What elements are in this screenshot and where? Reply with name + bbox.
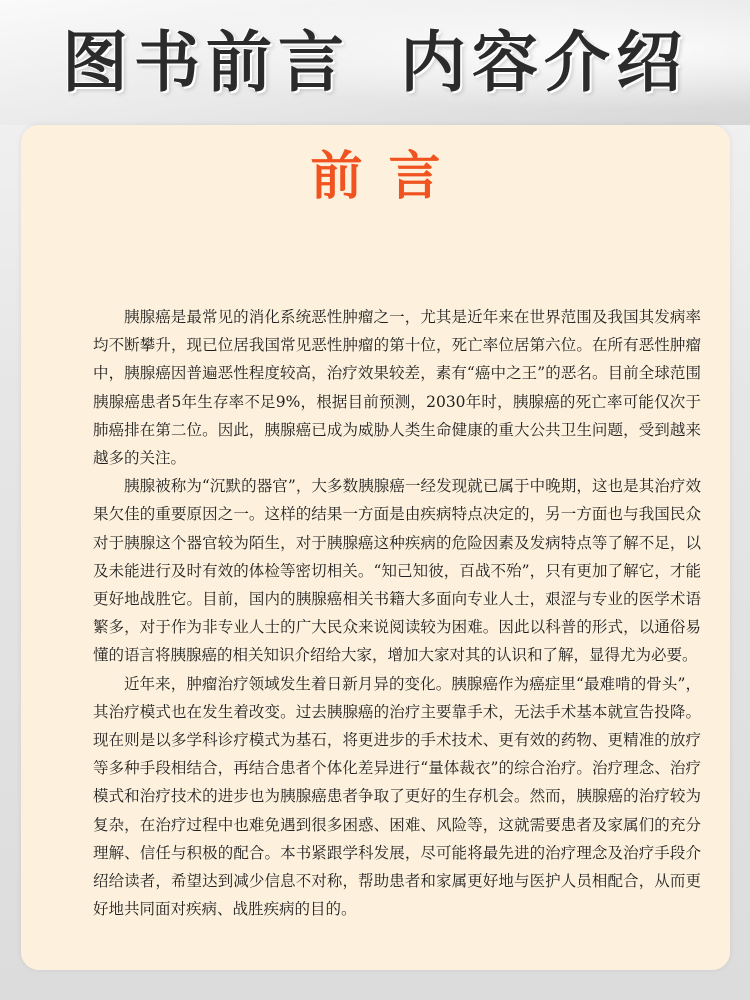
- banner-title-left: 图书前言: [62, 24, 350, 101]
- header-banner: [0, 0, 750, 125]
- preface-paragraph-2: 胰腺被称为“沉默的器官”，大多数胰腺癌一经发现就已属于中晚期，这也是其治疗效果欠佳的重要原因之一。这样的结果一方面是由疾病特点决定的，另一方面也与我国民众对于胰腺这个器官较为陌生，对于胰腺癌这种疾病的危险因素及发病特点等了解不足，以及未能进行及时有效的体检等密切相关。“知己知彼，百战不殆”，只有更加了解它，才能更好地战胜它。目前，国内的胰腺癌相关书籍大多面向专业人士，艰涩与专业的医学术语繁多，对于作为非专业人士的广大民众来说阅读较为困难。因此以科普的形式，以通俗易懂的语言将胰腺癌的相关知识介绍给大家，增加大家对其的认识和了解，显得尤为必要。: [93, 477, 701, 665]
- preface-card: [21, 125, 730, 970]
- preface-paragraph-1: 胰腺癌是最常见的消化系统恶性肿瘤之一，尤其是近年来在世界范围及我国其发病率均不断攀升，现已位居我国常见恶性肿瘤的第十位，死亡率位居第六位。在所有恶性肿瘤中，胰腺癌因普遍恶性程度较高，治疗效果较差，素有“癌中之王”的恶名。目前全球范围胰腺癌患者5年生存率不足9%，根据目前预测，2030年时，胰腺癌的死亡率可能仅次于肺癌排在第二位。因此，胰腺癌已成为威胁人类生命健康的重大公共卫生问题，受到越来越多的关注。: [93, 308, 701, 468]
- bottom-fade: [21, 936, 730, 970]
- preface-body: [93, 303, 701, 923]
- banner-title-right: 内容介绍: [400, 24, 688, 101]
- banner-title: [0, 25, 750, 101]
- preface-heading: 前言: [310, 147, 467, 207]
- preface-paragraph-3: 近年来，肿瘤治疗领域发生着日新月异的变化。胰腺癌作为癌症里“最难啃的骨头”，其治疗模式也在发生着改变。过去胰腺癌的治疗主要靠手术，无法手术基本就宣告投降。现在则是以多学科诊疗模式为基石，将更进步的手术技术、更有效的药物、更精准的放疗等多种手段相结合，再结合患者个体化差异进行“量体裁衣”的综合治疗。治疗理念、治疗模式和治疗技术的进步也为胰腺癌患者争取了更好的生存机会。然而，胰腺癌的治疗较为复杂，在治疗过程中也难免遇到很多困惑、困难、风险等，这就需要患者及家属们的充分理解、信任与积极的配合。本书紧跟学科发展，尽可能将最先进的治疗理念及治疗手段介绍给读者，希望达到减少信息不对称，帮助患者和家属更好地与医护人员相配合，从而更好地共同面对疾病、战胜疾病的目的。: [93, 674, 701, 919]
